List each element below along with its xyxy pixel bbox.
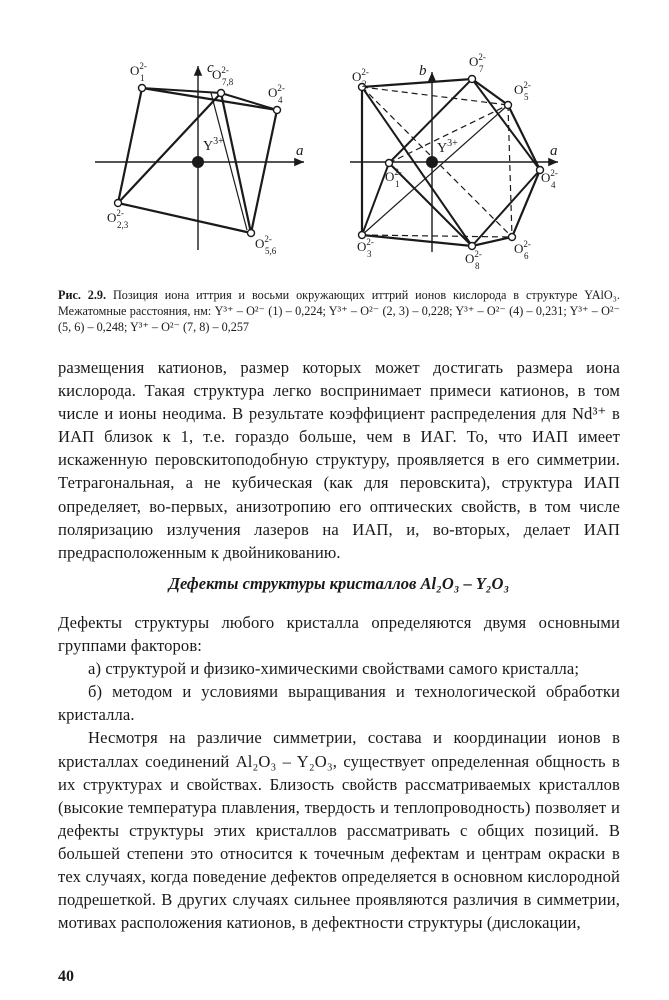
right-label-o5: $O^{2-}5$ <box>514 80 531 102</box>
left-label-o56: $O^{2-}5,6$ <box>255 234 277 256</box>
right-dashed-4 <box>508 105 512 237</box>
list-item-b: б) методом и условиями выращивания и технологической обработки кристалла. <box>58 682 620 725</box>
right-node-o7 <box>469 76 476 83</box>
right-node-o5 <box>505 102 512 109</box>
right-label-o8: $O^{2-}8$ <box>465 249 482 271</box>
right-label-o7: $O^{2-}7$ <box>469 52 486 74</box>
left-node-o23 <box>115 200 122 207</box>
left-yttrium-label: $Y^{3+}$ <box>203 136 224 154</box>
left-axis-c-label: c <box>207 60 214 76</box>
caption-label: Рис. 2.9. <box>58 288 107 302</box>
left-label-o78: $O^{2-}7,8$ <box>212 65 234 87</box>
list-item-a: а) структурой и физико-химическими свойствами самого кристалла; <box>88 659 580 679</box>
paragraph-continued <box>58 356 620 564</box>
right-yttrium-label: $Y^{3+}$ <box>437 138 458 156</box>
left-labels <box>107 60 304 256</box>
right-label-o4: $O^{2-}4$ <box>541 168 558 190</box>
left-label-o4: $O^{2-}4$ <box>268 83 285 105</box>
left-edge-4 <box>221 93 251 233</box>
section-heading: Дефекты структуры кристаллов Al₂O₃ – Y₂O₃ <box>168 574 510 593</box>
right-label-o3: $O^{2-}3$ <box>357 237 374 259</box>
crystal-structure-figure <box>0 0 669 280</box>
right-node-o1 <box>386 160 393 167</box>
left-yttrium-ion <box>192 156 204 168</box>
right-edge-7 <box>362 105 508 235</box>
right-dashed-5 <box>389 105 508 163</box>
left-node-o4 <box>274 107 281 114</box>
right-edge-2 <box>472 79 540 170</box>
left-label-o23: $O^{2-}2,3$ <box>107 208 129 230</box>
right-edge-3 <box>362 87 472 246</box>
figure-caption <box>58 287 620 335</box>
right-label-o6: $O^{2-}6$ <box>514 239 531 261</box>
left-node-o78 <box>218 90 225 97</box>
right-axis-b-label: b <box>419 63 427 79</box>
right-node-o6 <box>509 234 516 241</box>
page-number: 40 <box>58 968 74 985</box>
caption-text: Позиция иона иттрия и восьми окружающих иттрий ионов кислорода в структуре YAlO₃. Межатомные расстояния, нм: Y³⁺ – O²⁻ (1) – 0,224; Y³⁺ – O²⁻ (2, 3) – 0,228; Y³⁺ – O²⁻ (4) – 0,231; Y³⁺ – O²⁻ (5, 6) – 0,248; Y³⁺ – O²⁻ (7, 8) – 0,257 <box>58 288 620 334</box>
right-edge-1 <box>389 79 472 163</box>
right-label-o1: $O^{2-}1$ <box>385 167 402 189</box>
paragraph-1: размещения катионов, размер которых может достигать размера иона кислорода. Такая структура легко воспринимает примеси катионов, в том числе и ионы неодима. В результате коэффициент распределения для Nd³⁺ в ИАП близок к 1, т.е. гораздо больше, чем в ИАГ. То, что ИАП имеет искаженную перовскитоподобную структуру, проявляется в его симметрии. Тетрагональная, а не кубическая (как для перовскита), структура ИАП определяет, во-первых, анизотропию его оптических свойств, в том числе поляризацию излучения лазеров на ИАП, и, во-вторых, делает ИАП предрасположенным к двойникованию. <box>58 358 620 562</box>
paragraph-3: Несмотря на различие симметрии, состава и координации ионов в кристаллах соединений Al₂O₃ – Y₂O₃, существует определенная общность в их структурах и свойствах. Близость свойств рассматриваемых кристаллов (высокие температура плавления, твердость и теплопроводность) позволяет и дефекты структуры этих кристаллов рассматривать с общих позиций. В большей степени это относится к точечным дефектам и центрам окраски в тех случаях, когда поведение дефектов определяется в основном кислородной подрешеткой. В других случаях сильнее проявляются различия в симметрии, мотивах расположения катионов, в дефектности структуры (дислокации, <box>58 728 620 933</box>
paragraph-2: Дефекты структуры любого кристалла определяются двумя основными группами факторов: <box>58 613 620 656</box>
left-label-o1: $O^{2-}1$ <box>130 61 147 83</box>
right-node-o3 <box>359 232 366 239</box>
left-node-o56 <box>248 230 255 237</box>
right-axis-a-label: a <box>550 143 558 159</box>
right-label-o2: $O^{2-}2$ <box>352 67 369 89</box>
left-node-o1 <box>139 85 146 92</box>
section-body <box>58 611 620 934</box>
left-axis-a-label: a <box>296 143 304 159</box>
right-yttrium-ion <box>426 156 438 168</box>
